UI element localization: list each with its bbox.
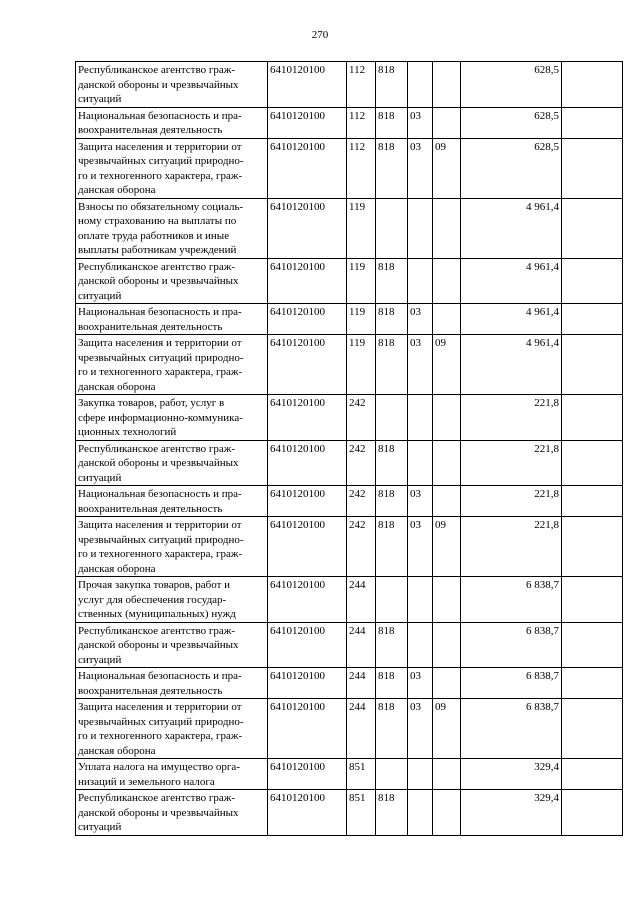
cell-department [376,759,408,790]
cell-name: Защита населения и территории от чрезвычайных ситуаций природно- го и техногенного характера, граж- данская оборона [76,699,268,759]
cell-target-article: 6410120100 [268,759,347,790]
cell-department: 818 [376,517,408,577]
cell-name: Защита населения и территории от чрезвычайных ситуаций природно- го и техногенного характера, граж- данская оборона [76,335,268,395]
budget-table [75,61,623,836]
cell-target-article: 6410120100 [268,790,347,836]
cell-subsection [433,759,461,790]
cell-subsection [433,577,461,623]
cell-empty [562,258,623,304]
cell-empty [562,335,623,395]
cell-target-article: 6410120100 [268,198,347,258]
cell-section [408,622,433,668]
cell-subsection [433,622,461,668]
cell-target-article: 6410120100 [268,517,347,577]
cell-expense-type: 851 [347,759,376,790]
table-row [76,486,623,517]
table-row [76,440,623,486]
cell-target-article: 6410120100 [268,622,347,668]
cell-subsection: 09 [433,335,461,395]
cell-section: 03 [408,699,433,759]
cell-amount: 329,4 [461,759,562,790]
cell-name: Национальная безопасность и пра- воохранительная деятельность [76,486,268,517]
page-number: 270 [311,29,329,41]
cell-section: 03 [408,517,433,577]
cell-expense-type: 851 [347,790,376,836]
cell-section: 03 [408,486,433,517]
table-row [76,138,623,198]
cell-department: 818 [376,486,408,517]
cell-name: Уплата налога на имущество орга- низаций и земельного налога [76,759,268,790]
cell-subsection [433,486,461,517]
cell-amount: 221,8 [461,486,562,517]
cell-empty [562,138,623,198]
cell-department: 818 [376,107,408,138]
cell-department: 818 [376,258,408,304]
cell-amount: 329,4 [461,790,562,836]
cell-subsection: 09 [433,517,461,577]
cell-expense-type: 112 [347,62,376,108]
cell-expense-type: 244 [347,577,376,623]
cell-name: Закупка товаров, работ, услуг в сфере информационно-коммуника- ционных технологий [76,395,268,441]
cell-empty [562,304,623,335]
cell-empty [562,668,623,699]
cell-expense-type: 119 [347,258,376,304]
cell-section: 03 [408,335,433,395]
cell-target-article: 6410120100 [268,107,347,138]
cell-amount: 6 838,7 [461,699,562,759]
cell-target-article: 6410120100 [268,577,347,623]
table-row [76,395,623,441]
cell-subsection [433,790,461,836]
cell-empty [562,759,623,790]
cell-department: 818 [376,335,408,395]
cell-subsection: 09 [433,138,461,198]
cell-amount: 628,5 [461,138,562,198]
table-row [76,577,623,623]
cell-amount: 6 838,7 [461,577,562,623]
cell-subsection [433,668,461,699]
cell-empty [562,440,623,486]
cell-subsection [433,395,461,441]
cell-empty [562,622,623,668]
cell-amount: 4 961,4 [461,198,562,258]
cell-target-article: 6410120100 [268,699,347,759]
cell-subsection [433,107,461,138]
cell-expense-type: 244 [347,668,376,699]
cell-section: 03 [408,107,433,138]
cell-section: 03 [408,668,433,699]
table-row [76,198,623,258]
cell-section: 03 [408,304,433,335]
cell-section: 03 [408,138,433,198]
table-row [76,790,623,836]
cell-subsection [433,198,461,258]
cell-expense-type: 112 [347,107,376,138]
cell-name: Республиканское агентство граж- данской обороны и чрезвычайных ситуаций [76,622,268,668]
cell-department: 818 [376,304,408,335]
cell-department [376,577,408,623]
cell-subsection [433,258,461,304]
table-row [76,699,623,759]
cell-target-article: 6410120100 [268,486,347,517]
cell-empty [562,486,623,517]
cell-amount: 4 961,4 [461,304,562,335]
cell-expense-type: 119 [347,198,376,258]
cell-expense-type: 242 [347,517,376,577]
table-row [76,622,623,668]
cell-department: 818 [376,622,408,668]
cell-expense-type: 119 [347,304,376,335]
cell-section [408,790,433,836]
cell-empty [562,62,623,108]
cell-department [376,198,408,258]
table-row [76,107,623,138]
cell-amount: 221,8 [461,440,562,486]
cell-section [408,759,433,790]
cell-department: 818 [376,62,408,108]
cell-section [408,577,433,623]
cell-name: Защита населения и территории от чрезвычайных ситуаций природно- го и техногенного характера, граж- данская оборона [76,517,268,577]
cell-name: Национальная безопасность и пра- воохранительная деятельность [76,668,268,699]
cell-target-article: 6410120100 [268,258,347,304]
cell-name: Прочая закупка товаров, работ и услуг для обеспечения государ- ственных (муниципальных) нужд [76,577,268,623]
cell-target-article: 6410120100 [268,138,347,198]
cell-subsection [433,304,461,335]
table-row [76,668,623,699]
table-row [76,62,623,108]
cell-expense-type: 244 [347,699,376,759]
table-row [76,517,623,577]
cell-expense-type: 112 [347,138,376,198]
cell-expense-type: 242 [347,395,376,441]
cell-target-article: 6410120100 [268,335,347,395]
cell-amount: 4 961,4 [461,258,562,304]
cell-target-article: 6410120100 [268,304,347,335]
cell-empty [562,395,623,441]
cell-target-article: 6410120100 [268,62,347,108]
cell-expense-type: 242 [347,440,376,486]
cell-section [408,62,433,108]
table-row [76,304,623,335]
cell-name: Республиканское агентство граж- данской обороны и чрезвычайных ситуаций [76,258,268,304]
cell-amount: 6 838,7 [461,668,562,699]
table-row [76,759,623,790]
cell-department: 818 [376,699,408,759]
cell-amount: 628,5 [461,107,562,138]
cell-empty [562,790,623,836]
cell-department: 818 [376,440,408,486]
cell-name: Защита населения и территории от чрезвычайных ситуаций природно- го и техногенного характера, граж- данская оборона [76,138,268,198]
cell-department: 818 [376,668,408,699]
table-row [76,335,623,395]
cell-name: Республиканское агентство граж- данской обороны и чрезвычайных ситуаций [76,440,268,486]
cell-name: Взносы по обязательному социаль- ному страхованию на выплаты по оплате труда работников и иные выплаты работникам учреждений [76,198,268,258]
cell-amount: 221,8 [461,517,562,577]
cell-subsection: 09 [433,699,461,759]
cell-target-article: 6410120100 [268,440,347,486]
cell-name: Республиканское агентство граж- данской обороны и чрезвычайных ситуаций [76,790,268,836]
cell-department: 818 [376,138,408,198]
cell-amount: 6 838,7 [461,622,562,668]
cell-empty [562,517,623,577]
cell-amount: 221,8 [461,395,562,441]
cell-expense-type: 119 [347,335,376,395]
table-body [76,62,623,836]
cell-name: Национальная безопасность и пра- воохранительная деятельность [76,304,268,335]
table-row [76,258,623,304]
cell-section [408,258,433,304]
cell-section [408,395,433,441]
cell-expense-type: 242 [347,486,376,517]
cell-amount: 628,5 [461,62,562,108]
cell-empty [562,699,623,759]
cell-section [408,198,433,258]
cell-subsection [433,62,461,108]
cell-empty [562,198,623,258]
cell-expense-type: 244 [347,622,376,668]
cell-department [376,395,408,441]
cell-name: Национальная безопасность и пра- воохранительная деятельность [76,107,268,138]
cell-empty [562,577,623,623]
cell-target-article: 6410120100 [268,395,347,441]
cell-empty [562,107,623,138]
cell-section [408,440,433,486]
cell-department: 818 [376,790,408,836]
cell-amount: 4 961,4 [461,335,562,395]
cell-name: Республиканское агентство граж- данской обороны и чрезвычайных ситуаций [76,62,268,108]
cell-target-article: 6410120100 [268,668,347,699]
cell-subsection [433,440,461,486]
